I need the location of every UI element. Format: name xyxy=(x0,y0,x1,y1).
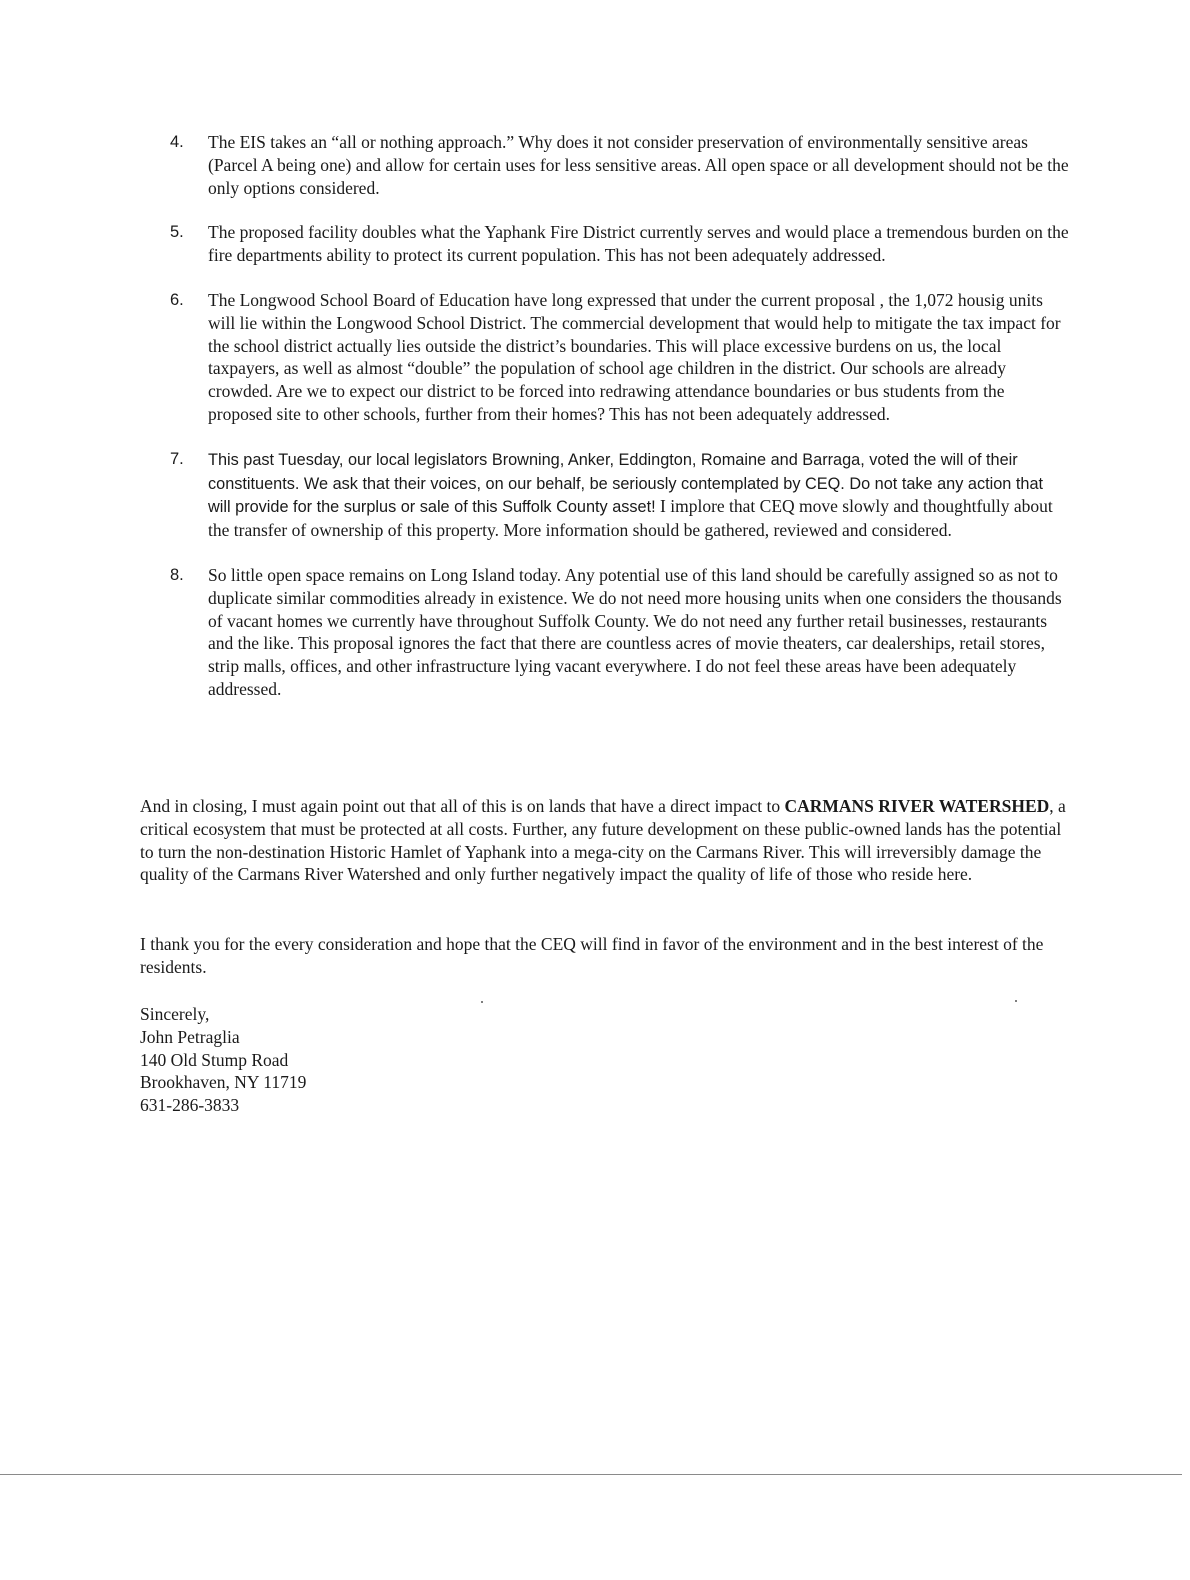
scan-speck xyxy=(481,1001,483,1003)
item-number: 7. xyxy=(170,449,184,468)
item-text: So little open space remains on Long Island today. Any potential use of this land should be carefully assigned so as not to duplicate similar commodities already in existence. We do not need more housing units when one considers the thousands of vacant homes we currently have throughout Suffolk County. We do not need any further retail businesses, restaurants and the like. This proposal ignores the fact that there are countless acres of movie theaters, car dealerships, retail stores, strip malls, offices, and other infrastructure lying vacant everywhere. I do not feel these areas have been adequately addressed. xyxy=(208,564,1062,699)
thanks-paragraph: I thank you for the every consideration and hope that the CEQ will find in favor of the environment and in the best interest of the residents. xyxy=(140,934,1044,977)
street-address: 140 Old Stump Road xyxy=(140,1049,289,1070)
watershed-emphasis: CARMANS RIVER WATERSHED xyxy=(784,796,1050,816)
item-text: The EIS takes an “all or nothing approach.” Why does it not consider preservation of environmentally sensitive areas (Parcel A being one) and allow for certain uses for less sensitive areas. All open space or all development should not be the only options considered. xyxy=(208,132,1069,198)
scan-speck xyxy=(1015,1000,1017,1002)
signature-block xyxy=(140,1003,306,1117)
item-number: 4. xyxy=(170,133,184,151)
list-item xyxy=(170,448,1070,542)
city-state-zip: Brookhaven, NY 11719 xyxy=(140,1072,307,1093)
item-text: The proposed facility doubles what the Yaphank Fire District currently serves and would place a tremendous burden on the fire departments ability to protect its current population. This has not been adequately addressed. xyxy=(208,222,1069,266)
list-item xyxy=(170,564,1070,701)
numbered-concerns-list xyxy=(170,131,1070,723)
item-text: The Longwood School Board of Education have long expressed that under the current proposal , the 1,072 housig units will lie within the Longwood School District. The commercial development that would help to mitigate the tax impact for the school district actually lies outside the district’s boundaries. This will place excessive burdens on us, the local taxpayers, as well as almost “double” the population of school age children in the district. Our schools are already crowded. Are we to expect our district to be forced into redrawing attendance boundaries or bus students from the proposed site to other schools, further from their homes? This has not been adequately addressed. xyxy=(208,289,1061,424)
closing-paragraph xyxy=(140,795,1070,886)
signer-name: John Petraglia xyxy=(140,1026,240,1047)
item-text: I implore that CEQ move slowly and thoughtfully about the transfer of ownership of this property. More information should be gathered, reviewed and considered. xyxy=(208,496,1053,541)
item-text-lead: This past Tuesday, our local legislators Browning, Anker, Eddington, Romaine and Barraga, voted the will of their constituents. We ask that their voices, on our behalf, be seriously contemplated by CEQ. Do not take any action that will provide for the surplus or sale of this Suffolk County asset! xyxy=(208,450,1044,517)
list-item xyxy=(170,131,1070,199)
list-item xyxy=(170,221,1070,267)
list-item xyxy=(170,289,1070,426)
item-number: 5. xyxy=(170,223,184,242)
closing-text: And in closing, I must again point out that all of this is on lands that have a direct impact to xyxy=(140,796,785,816)
salutation: Sincerely, xyxy=(140,1004,210,1024)
item-number: 6. xyxy=(170,290,184,309)
bottom-scan-line xyxy=(0,1474,1182,1475)
item-number: 8. xyxy=(170,565,184,584)
phone-number: 631-286-3833 xyxy=(140,1095,240,1116)
item-body xyxy=(208,449,1053,540)
closing-text-continued: , a critical ecosystem that must be protected at all costs. Further, any future development on these public-owned lands has the potential to turn the non-destination Historic Hamlet of Yaphank into a mega-city on the Carmans River. This will irreversibly damage the quality of the Carmans River Watershed and only further negatively impact the quality of life of those who reside here. xyxy=(140,796,1066,885)
